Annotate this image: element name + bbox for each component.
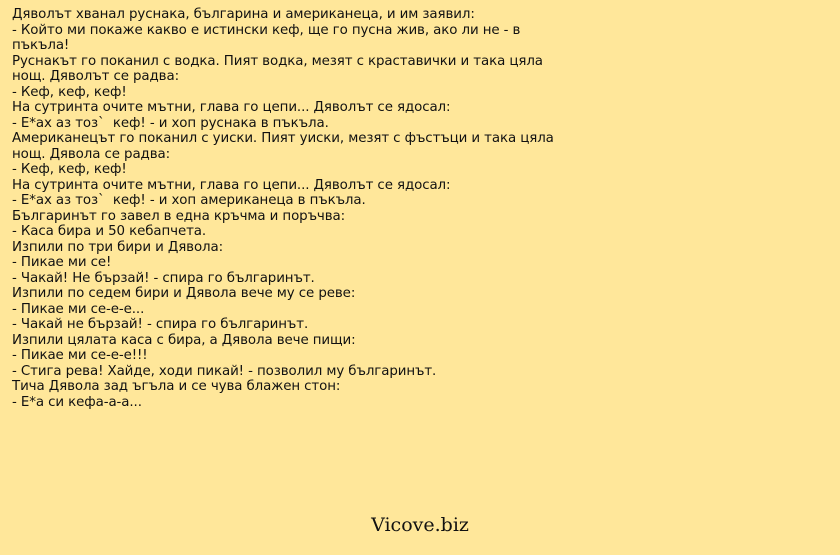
joke-line: Американецът го поканил с уиски. Пият уиски, мезят с фъстъци и така цяла нощ. Дявола се радва:	[12, 131, 558, 162]
site-watermark: Vicove.biz	[371, 514, 469, 536]
joke-line: На сутринта очите мътни, глава го цепи... Дяволът се ядосал:	[12, 177, 451, 193]
joke-line: - Каса бира и 50 кебапчета.	[12, 224, 207, 239]
joke-line: Дяволът хванал руснака, българина и американеца, и им заявил:	[12, 7, 475, 22]
joke-line: - Пикае ми се-е-е!!!	[12, 348, 148, 363]
joke-line: Руснакът го поканил с водка. Пият водка, мезят с краставички и така цяла нощ. Дяволът се радва:	[12, 53, 548, 84]
joke-line: - Е*а си кефа-а-а...	[12, 394, 142, 410]
joke-line: Изпили по три бири и Дявола:	[12, 239, 224, 255]
joke-line: Изпили по седем бири и Дявола вече му се реве:	[12, 286, 356, 301]
joke-line: - Стига рева! Хайде, ходи пикай! - позволил му българинът.	[12, 363, 437, 379]
joke-line: Българинът го завел в една кръчма и поръчва:	[12, 208, 346, 224]
joke-line: Тича Дявола зад ъгъла и се чува блажен стон:	[12, 379, 341, 394]
joke-line: На сутринта очите мътни, глава го цепи... Дяволът се ядосал:	[12, 100, 451, 115]
joke-text	[12, 7, 832, 410]
joke-line: - Е*ах аз тоз` кеф! - и хоп руснака в пъкъла.	[12, 115, 329, 131]
joke-line: - Е*ах аз тоз` кеф! - и хоп американеца в пъкъла.	[12, 193, 366, 208]
joke-line: - Чакай не бързай! - спира го българинът.	[12, 317, 309, 332]
joke-line: - Чакай! Не бързай! - спира го българинът.	[12, 270, 315, 286]
joke-line: - Пикае ми се!	[12, 255, 112, 270]
joke-line: - Кеф, кеф, кеф!	[12, 162, 127, 177]
joke-line: - Пикае ми се-е-е...	[12, 301, 145, 317]
joke-line: Изпили цялата каса с бира, а Дявола вече пищи:	[12, 332, 356, 348]
joke-line: - Който ми покаже какво е истински кеф, ще го пусна жив, ако ли не - в пъкъла!	[12, 22, 525, 53]
joke-line: - Кеф, кеф, кеф!	[12, 84, 127, 100]
